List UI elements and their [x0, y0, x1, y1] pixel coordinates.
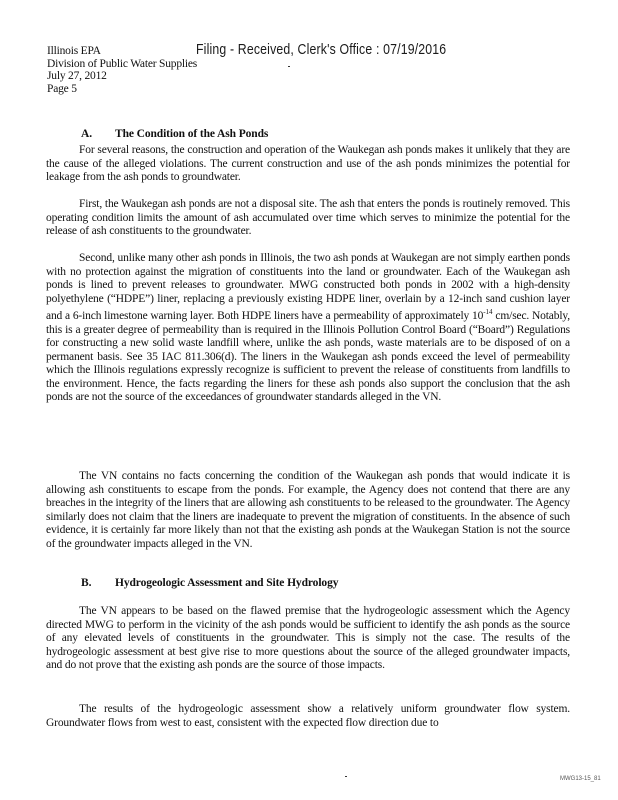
- paragraph-3-text-b: cm/sec. Notably, this is a greater degree of permeability than is required in the Illinois Pollution Control Board (“Board”) Regulations for constructing a new solid waste landfill where, unlike the ash ponds, waste materials are to be disposed of on a permanent basis. See 35 IAC 811.306(d). The liners in the Waukegan ash ponds exceed the level of permeability which the Illinois regulations expressly recognize is sufficient to prevent the release of constituents from landfills to the environment. Hence, the facts regarding the liners for these ash ponds also support the conclusion that the ash ponds are not the source of the exceedances of groundwater standards alleged in the VN.: [46, 310, 570, 404]
- section-a-heading: [81, 128, 268, 140]
- header-recipient: Illinois EPA: [47, 45, 101, 57]
- paragraph-3-text-a: Second, unlike many other ash ponds in Illinois, the two ash ponds at Waukegan are not simply earthen ponds with no protection against the migration of constituents into the land or groundwater. Each of the Waukegan ash ponds is lined to prevent releases to groundwater. MWG constructed both ponds in 2002 with a high-density polyethylene (“HDPE”) liner, replacing a previously existing HDPE liner, overlain by a 12-inch sand cushion layer and a 6-inch limestone warning layer. Both HDPE liners have a permeability of approximately 10: [46, 252, 570, 323]
- section-a-title: The Condition of the Ash Ponds: [115, 128, 269, 140]
- section-b-heading: [81, 577, 338, 589]
- letter-header: [47, 45, 197, 95]
- scan-speck: [345, 776, 347, 777]
- scan-speck: [288, 66, 290, 67]
- section-b-letter: B.: [81, 577, 92, 589]
- section-a-letter: A.: [81, 128, 92, 140]
- paragraph-3: [46, 252, 570, 405]
- header-page-number: Page 5: [47, 82, 77, 95]
- paragraph-1: For several reasons, the construction and operation of the Waukegan ash ponds makes it unlikely that they are the cause of the alleged violations. The current construction and use of the ash ponds minimizes the potential for leakage from the ash ponds to groundwater.: [46, 144, 570, 184]
- filing-stamp: Filing - Received, Clerk's Office : 07/19/2016: [196, 41, 447, 58]
- paragraph-6: The results of the hydrogeologic assessment show a relatively uniform groundwater flow system. Groundwater flows from west to east, consistent with the expected flow direction due to: [46, 703, 570, 729]
- paragraph-4: The VN contains no facts concerning the condition of the Waukegan ash ponds that would indicate it is allowing ash constituents to escape from the ponds. For example, the Agency does not contend that there are any breaches in the integrity of the liners that are allowing ash constituents to be released to the groundwater. The Agency similarly does not claim that the liners are inadequate to prevent the migration of constituents. In the absence of such evidence, it is certainly far more likely than not that the existing ash ponds at the Waukegan Station is not the source of the groundwater impacts alleged in the VN.: [46, 470, 570, 550]
- paragraph-5: The VN appears to be based on the flawed premise that the hydrogeologic assessment which the Agency directed MWG to perform in the vicinity of the ash ponds would be sufficient to identify the ash ponds as the source of any elevated levels of constituents in the groundwater. This is simply not the case. The results of the hydrogeologic assessment at best give rise to more questions about the source of the alleged groundwater impacts, and do not prove that the existing ash ponds are the source of those impacts.: [46, 605, 570, 672]
- header-division: Division of Public Water Supplies: [47, 57, 198, 70]
- bates-number: MWG13-15_81: [560, 776, 601, 782]
- section-b-title: Hydrogeologic Assessment and Site Hydrology: [115, 577, 339, 589]
- paragraph-3-exponent: -14: [483, 308, 493, 317]
- paragraph-2: First, the Waukegan ash ponds are not a disposal site. The ash that enters the ponds is routinely removed. This operating condition limits the amount of ash accumulated over time which serves to minimize the potential for the release of ash constituents to the groundwater.: [46, 198, 570, 238]
- header-date: July 27, 2012: [47, 70, 107, 82]
